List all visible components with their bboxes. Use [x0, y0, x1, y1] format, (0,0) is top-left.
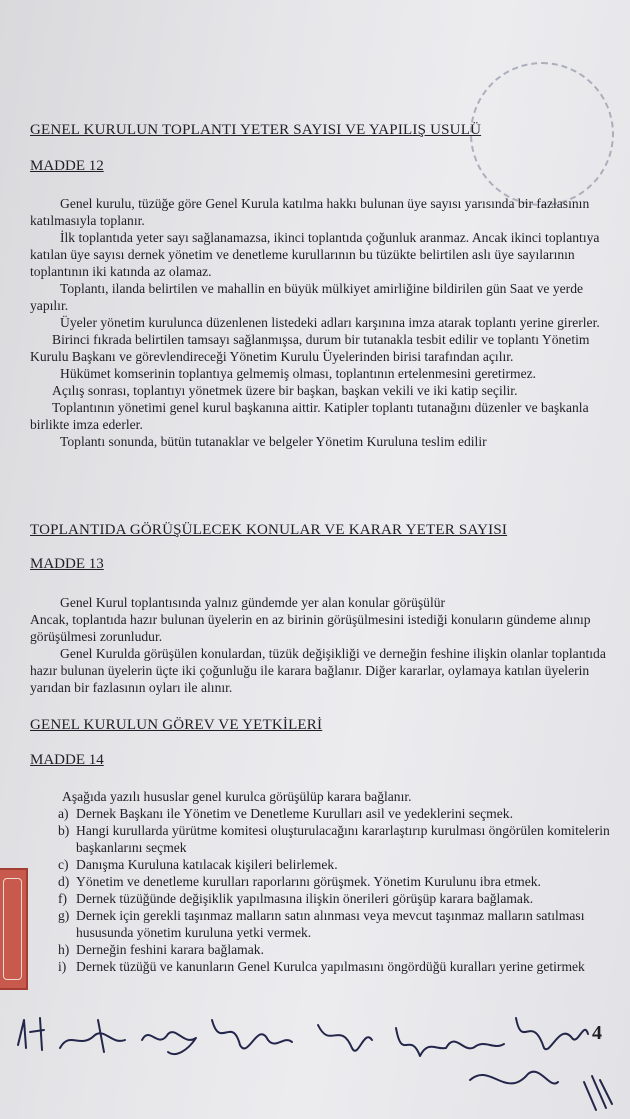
signature-5 [318, 1025, 372, 1051]
list-item: c) Danışma Kuruluna katılacak kişileri belirlemek. [58, 857, 338, 872]
list-item: f) Dernek tüzüğünde değişiklik yapılmasına ilişkin önerileri görüşüp karara bağlamak. [58, 891, 534, 906]
signatures [0, 990, 630, 1119]
signature-2 [60, 1020, 125, 1052]
madde-14-list [58, 788, 618, 975]
official-stamp [470, 62, 614, 206]
list-item: a) Dernek Başkanı ile Yönetim ve Denetleme Kurulları asil ve yedeklerini seçmek. [58, 806, 513, 821]
paragraph: Toplantı, ilanda belirtilen ve mahallin en büyük mülkiyet amirliğine bildirilen gün Saat ve yerde yapılır. [30, 281, 584, 313]
madde-12-title: MADDE 12 [30, 158, 104, 174]
paragraph: Toplantının yönetimi genel kurul başkanına aittir. Katipler toplantı tutanağını düzenler ve başkanla birlikte imza ederler. [30, 400, 589, 432]
list-item: b) Hangi kurullarda yürütme komitesi oluşturulacağını kararlaştırıp kurulması öngörülen komitelerin başkanlarını seçmek [58, 823, 610, 855]
signature-7 [516, 1018, 588, 1049]
paragraph: Birinci fıkrada belirtilen tamsayı sağlanmışsa, durum bir tutanakla tesbit edilir ve toplantı Yönetim Kurulu Başkanı ve görevlendireceği Yönetim Kurulu Üyelerinden birisi tarafından açılır. [30, 332, 590, 364]
signature-9 [584, 1076, 612, 1110]
madde-13-title: MADDE 13 [30, 556, 104, 572]
signature-4 [212, 1020, 292, 1048]
paragraph: Hükümet komserinin toplantıya gelmemiş olması, toplantının ertelenmesini geretirmez. [60, 366, 537, 381]
madde-14-title: MADDE 14 [30, 752, 104, 768]
revenue-stamp-icon [0, 868, 28, 990]
section-heading-2: TOPLANTIDA GÖRÜŞÜLECEK KONULAR VE KARAR YETER SAYISI [30, 522, 508, 538]
list-item: h) Derneğin feshini karara bağlamak. [58, 942, 264, 957]
paragraph: Açılış sonrası, toplantıyı yönetmek üzere bir başkan, başkan vekili ve iki katip seçilir. [52, 383, 518, 398]
list-item: i) Dernek tüzüğü ve kanunların Genel Kurulca yapılmasını öngördüğü kuralları yerine getirmek [58, 959, 585, 974]
signature-3 [142, 1032, 196, 1054]
list-intro: Aşağıda yazılı hususlar genel kurulca görüşülüp karara bağlanır. [62, 789, 412, 804]
list-item: g) Dernek için gerekli taşınmaz malların satın alınması veya mevcut taşınmaz malların satılması hususunda yönetim kuruluna yetki vermek. [58, 908, 585, 940]
section-heading-3: GENEL KURULUN GÖREV VE YETKİLERİ [30, 717, 323, 733]
paragraph: Üyeler yönetim kurulunca düzenlenen listedeki adları karşınına imza atarak toplantı yerine girerler. [60, 315, 600, 330]
madde-13-body [30, 594, 618, 696]
madde-12-body [30, 195, 618, 450]
section-heading-1: GENEL KURULUN TOPLANTI YETER SAYISI VE YAPILIŞ USULÜ [30, 122, 482, 138]
paragraph: İlk toplantıda yeter sayı sağlanamazsa, ikinci toplantıda çoğunluk aranmaz. Ancak ikinci toplantıya katılan üye sayısı dernek yönetim ve denetleme kurullarının bu tüzükte belirtilen aslı üye sayılarının toplantının iki katında az olamaz. [30, 230, 600, 279]
signature-8 [470, 1072, 558, 1084]
paragraph: Ancak, toplantıda hazır bulunan üyelerin en az birinin görüşülmesini istediği konuların gündeme alınıp görüşülmesi zorunludur. [30, 612, 591, 644]
list-item: d) Yönetim ve denetleme kurulları raporlarını görüşmek. Yönetim Kurulunu ibra etmek. [58, 874, 541, 889]
paragraph: Genel Kurul toplantısında yalnız gündemde yer alan konular görüşülür [60, 595, 446, 610]
paragraph: Toplantı sonunda, bütün tutanaklar ve belgeler Yönetim Kuruluna teslim edilir [60, 434, 487, 449]
paragraph: Genel Kurulda görüşülen konulardan, tüzük değişikliği ve derneğin feshine ilişkin olanlar toplantıda hazır bulunan üyelerin üçte iki çoğunluğu ile karara bağlanır. Diğer kararlar, oylamaya katılan üyelerin yarıdan bir fazlasının oyları ile alınır. [30, 646, 606, 695]
page-number: 4 [592, 1022, 602, 1044]
paragraph: Genel kurulu, tüzüğe göre Genel Kurula katılma hakkı bulunan üye sayısı yarısında bir fazlasının katılmasıyla toplanır. [30, 196, 590, 228]
signature-6 [396, 1028, 504, 1056]
signature-1 [18, 1018, 44, 1050]
